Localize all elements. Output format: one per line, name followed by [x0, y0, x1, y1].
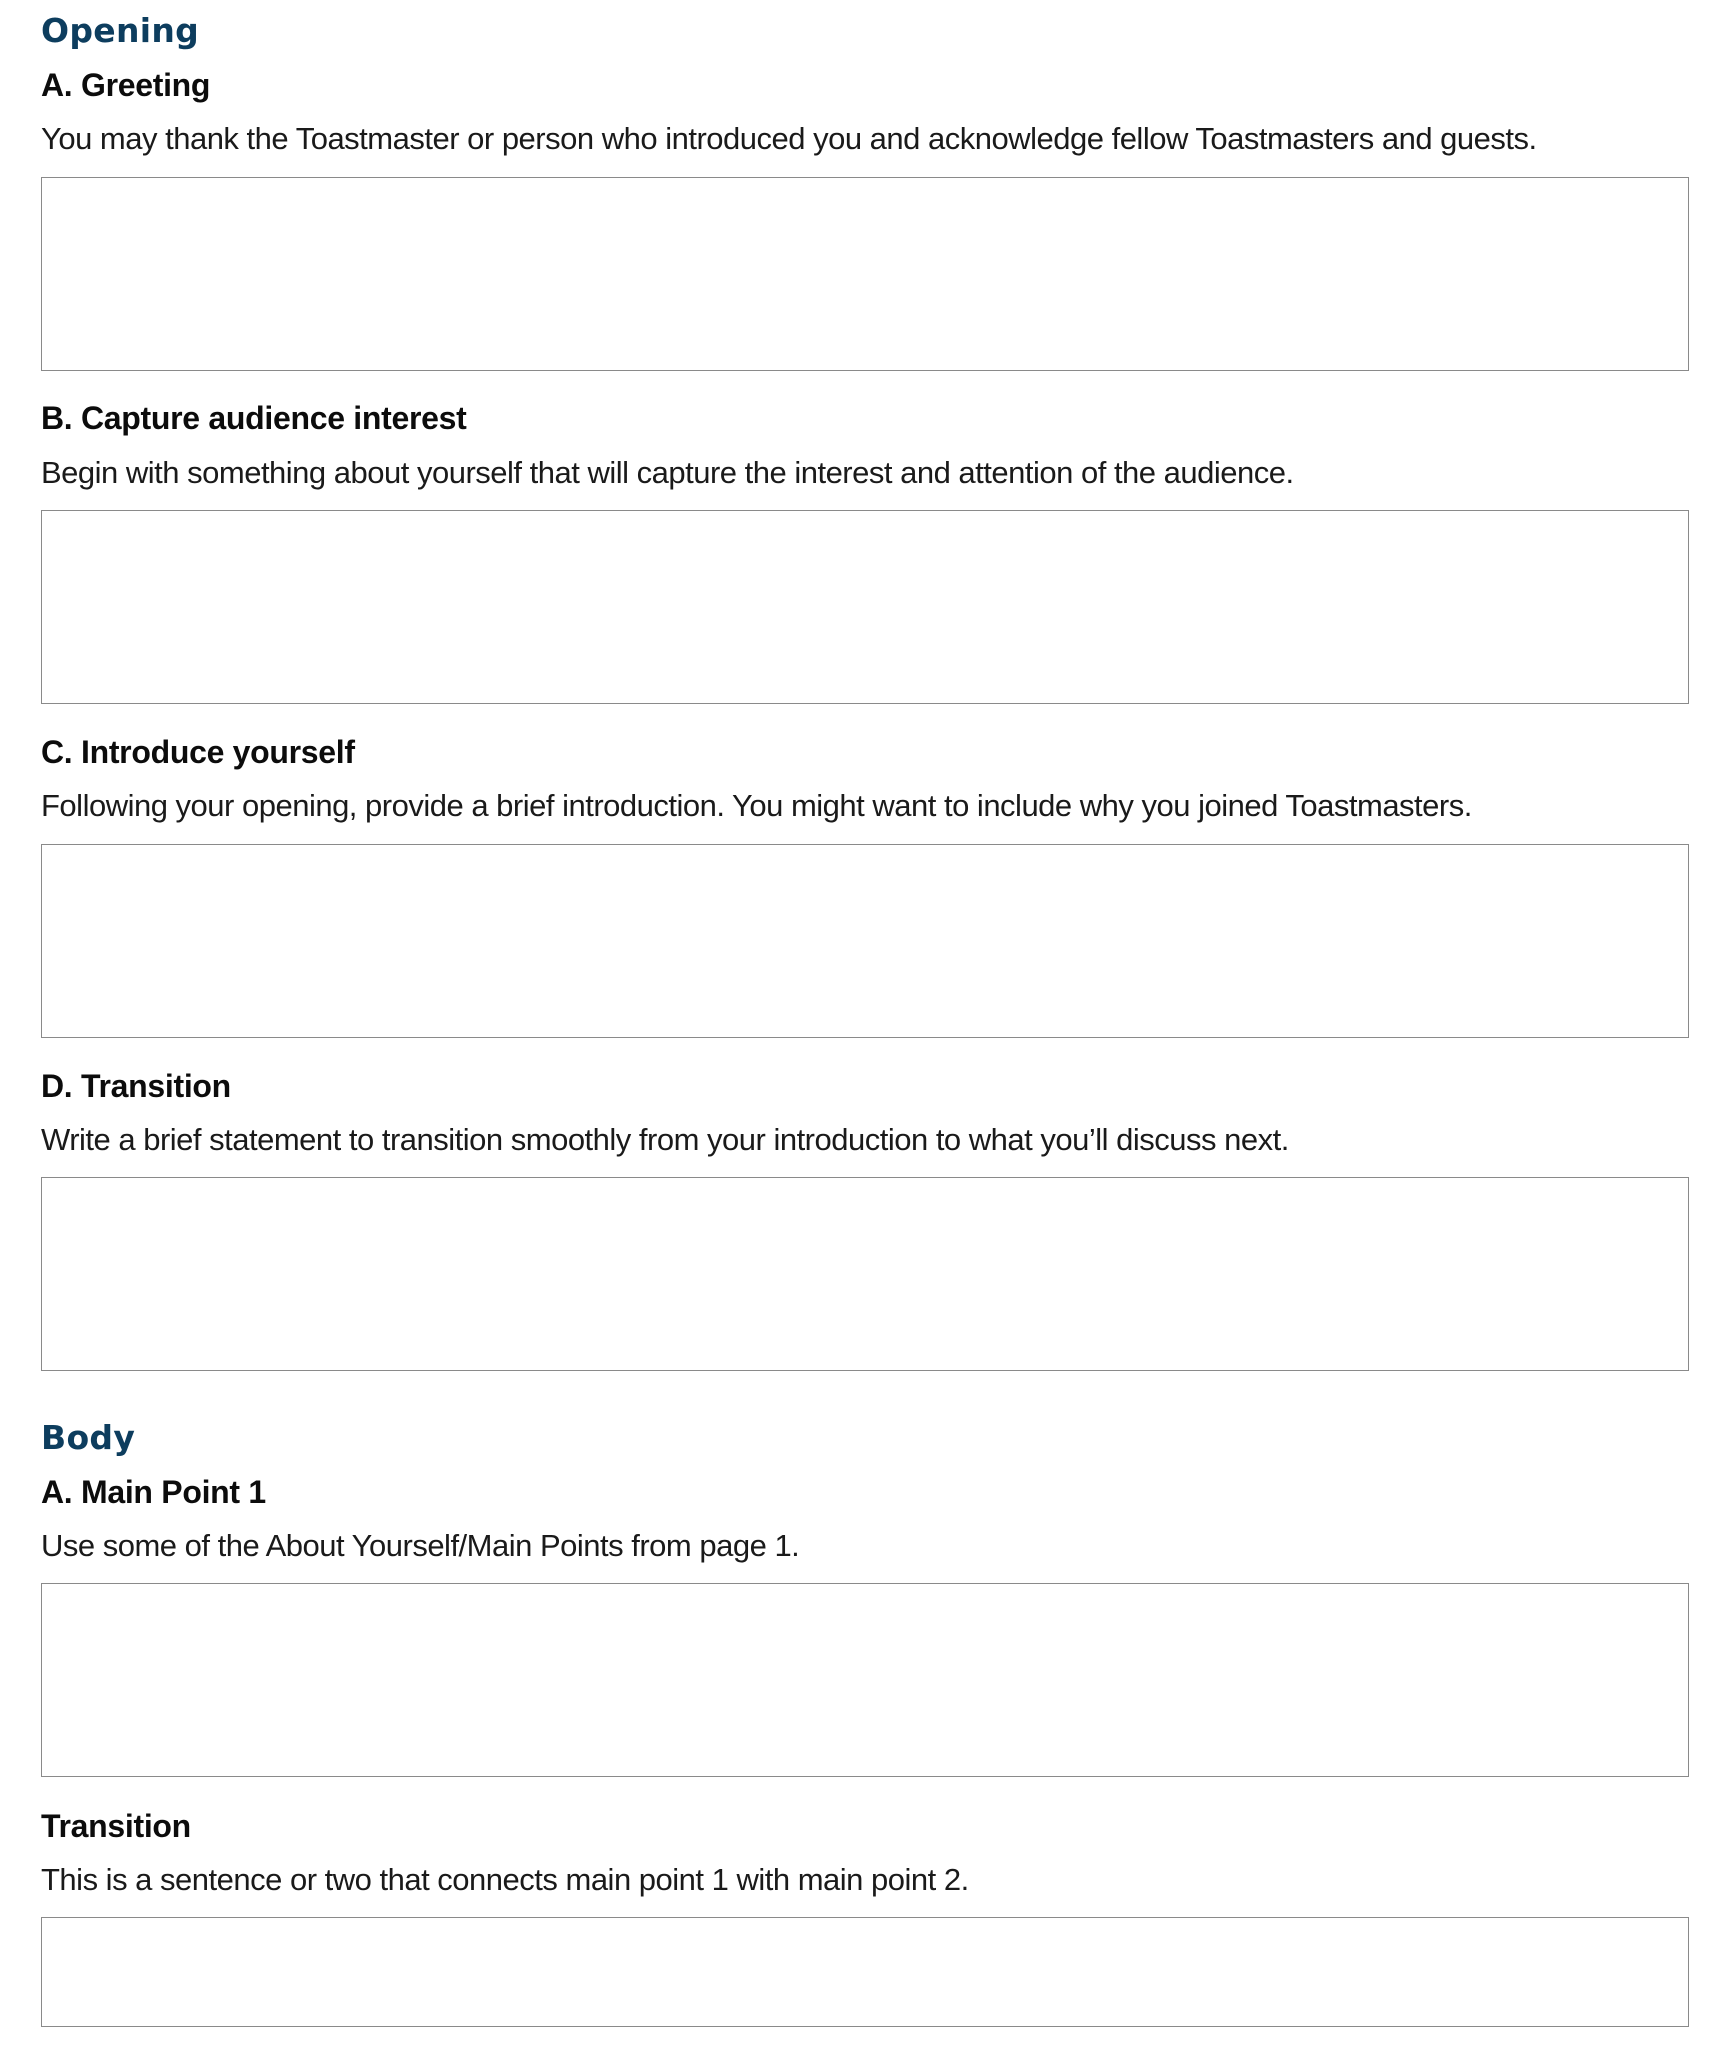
greeting-input[interactable]	[41, 177, 1689, 371]
capture-interest-input[interactable]	[41, 510, 1689, 704]
greeting-title: A. Greeting	[41, 67, 211, 103]
body-transition-title: Transition	[41, 1808, 191, 1844]
body-section-title: Body	[41, 1418, 136, 1457]
opening-transition-title: D. Transition	[41, 1068, 231, 1104]
opening-transition-description: Write a brief statement to transition smoothly from your introduction to what you’ll discuss next.	[41, 1122, 1289, 1157]
capture-interest-description: Begin with something about yourself that will capture the interest and attention of the audience.	[41, 455, 1294, 490]
main-point-1-input[interactable]	[41, 1583, 1689, 1777]
capture-interest-title: B. Capture audience interest	[41, 400, 467, 436]
body-transition-description: This is a sentence or two that connects main point 1 with main point 2.	[41, 1862, 969, 1897]
main-point-1-description: Use some of the About Yourself/Main Points from page 1.	[41, 1528, 800, 1563]
greeting-description: You may thank the Toastmaster or person who introduced you and acknowledge fellow Toastmasters and guests.	[41, 121, 1537, 156]
main-point-1-title: A. Main Point 1	[41, 1474, 266, 1510]
body-transition-input[interactable]	[41, 1917, 1689, 2027]
opening-transition-input[interactable]	[41, 1177, 1689, 1371]
introduce-yourself-description: Following your opening, provide a brief introduction. You might want to include why you joined Toastmasters.	[41, 788, 1472, 823]
introduce-yourself-input[interactable]	[41, 844, 1689, 1038]
introduce-yourself-title: C. Introduce yourself	[41, 734, 355, 770]
opening-section-title: Opening	[41, 11, 200, 50]
